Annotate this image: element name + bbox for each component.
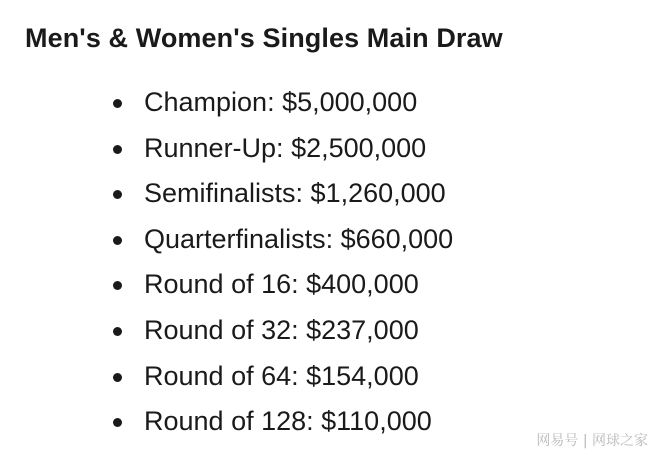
prize-text: Champion: $5,000,000 [144, 87, 418, 117]
prize-text: Semifinalists: $1,260,000 [144, 178, 446, 209]
prize-money-list [106, 80, 453, 445]
prize-text: Runner-Up: $2,500,000 [144, 132, 427, 163]
bullet-dot-icon [113, 418, 122, 427]
bullet-dot-icon [113, 327, 122, 336]
prize-text: Round of 16: $400,000 [144, 269, 419, 300]
list-item-round-of-32 [106, 308, 453, 354]
prize-text: Round of 128: $110,000 [144, 406, 432, 437]
prize-text: Round of 32: $237,000 [144, 314, 419, 345]
list-item-champion [106, 80, 453, 126]
bullet-dot-icon [113, 236, 122, 245]
bullet-dot-icon [113, 99, 122, 108]
prize-text: Round of 64: $154,000 [144, 360, 419, 391]
list-item-semifinalists [106, 171, 453, 217]
list-item-runner-up [106, 126, 453, 172]
list-item-round-of-64 [106, 354, 453, 400]
list-item-quarterfinalists [106, 217, 453, 263]
list-item-round-of-128 [106, 399, 453, 445]
prize-text: Quarterfinalists: $660,000 [144, 223, 454, 254]
bullet-dot-icon [113, 281, 122, 290]
bullet-dot-icon [113, 145, 122, 154]
list-item-round-of-16 [106, 262, 453, 308]
bullet-dot-icon [113, 373, 122, 382]
watermark: 网易号 | 网球之家 [536, 433, 648, 449]
bullet-dot-icon [113, 190, 122, 199]
page-heading: Men's & Women's Singles Main Draw [25, 23, 503, 53]
